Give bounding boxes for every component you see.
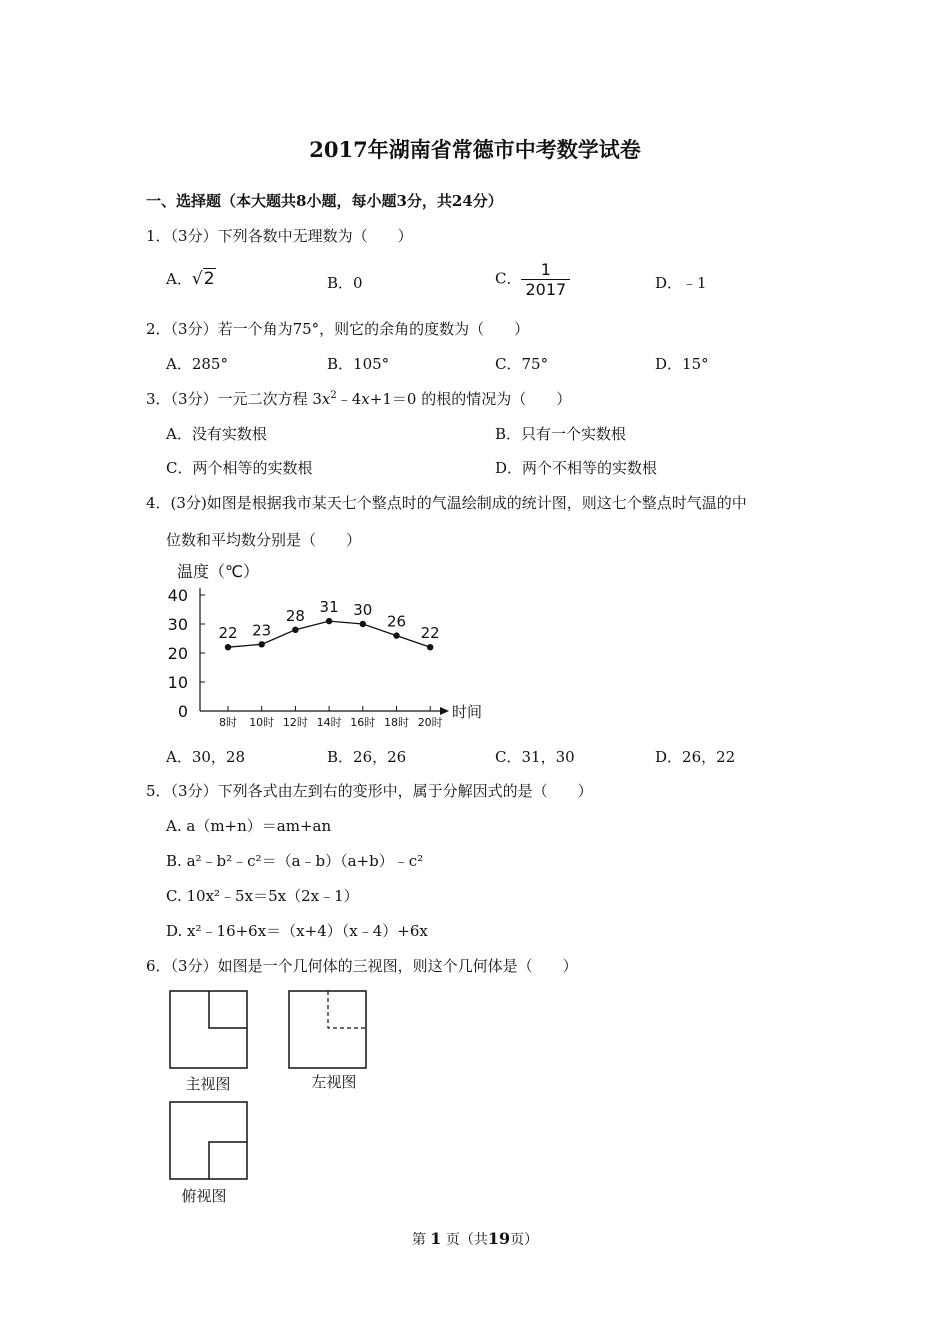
y-tick-label: 30: [167, 615, 188, 634]
q4-stem-line1: 4．(3分)如图是根据我市某天七个整点时的气温绘制成的统计图，则这七个整点时气温的中: [146, 494, 747, 512]
q2-option-d: D．15°: [655, 355, 709, 373]
fraction-numerator: 1: [521, 260, 570, 280]
footer-post: 页）: [510, 1232, 539, 1248]
q3-stem-pre: 3．（3分）一元二次方程 3: [146, 390, 322, 408]
q5-option-b: [166, 850, 423, 871]
q3-stem-mid: ﹣4: [336, 390, 362, 408]
left-view: [289, 991, 366, 1068]
q4-option-d: D．26，22: [655, 748, 736, 766]
top-view: [170, 1102, 247, 1179]
x-tick-label: 12时: [282, 716, 308, 729]
section-heading: 一、选择题（本大题共8小题，每小题3分，共24分）: [146, 192, 503, 210]
data-label: 28: [285, 606, 305, 625]
data-point: [326, 618, 332, 624]
q5-d-expr: x²﹣16+6x＝（x+4）（x﹣4）+6x: [187, 922, 428, 940]
q3-option-d: D．两个不相等的实数根: [495, 459, 658, 477]
q6-stem: 6．（3分）如图是一个几何体的三视图，则这个几何体是（ ）: [146, 957, 578, 975]
q5-d-label: D.: [166, 922, 183, 940]
data-point: [360, 621, 366, 627]
front-view: [170, 991, 247, 1068]
chart-xlabel: 时间: [452, 703, 483, 721]
q5-a-expr: a（m+n）＝am+an: [186, 817, 332, 835]
three-view-figure: [160, 985, 390, 1210]
footer-pre: 第: [411, 1232, 426, 1248]
page-total: 19: [487, 1229, 511, 1248]
q3-option-b: B．只有一个实数根: [495, 425, 627, 443]
q5-b-label: B.: [166, 852, 182, 870]
q5-c-label: C.: [166, 887, 182, 905]
data-label: 26: [386, 612, 407, 631]
data-label: 30: [353, 601, 373, 619]
q1-c-fraction: [521, 260, 570, 299]
q1-stem: 1．（3分）下列各数中无理数为（ ）: [146, 227, 413, 245]
data-label: 31: [319, 598, 339, 617]
q1-c-label: C．: [495, 269, 522, 288]
top-view-label: 俯视图: [181, 1187, 227, 1205]
sqrt-radicand: 2: [203, 269, 215, 289]
sqrt-symbol: √: [191, 269, 203, 289]
q5-c-expr: 10x²﹣5x＝5x（2x﹣1）: [186, 887, 359, 905]
x-tick-label: 8时: [219, 716, 237, 729]
q2-option-c: C．75°: [495, 355, 549, 373]
q2-stem: 2．（3分）若一个角为75°，则它的余角的度数为（ ）: [146, 320, 530, 338]
front-view-label: 主视图: [185, 1075, 231, 1093]
page-title: 2017年湖南省常德市中考数学试卷: [309, 137, 641, 162]
q2-option-b: B．105°: [327, 355, 390, 373]
footer-mid: 页（共: [445, 1232, 488, 1248]
y-tick-label: 20: [167, 644, 188, 663]
q5-b-expr: a²﹣b²﹣c²＝（a﹣b）（a+b）﹣c²: [186, 852, 424, 870]
q5-option-d: [166, 920, 428, 941]
q3-exponent: 2: [330, 390, 337, 401]
data-label: 23: [252, 621, 272, 640]
data-point: [292, 627, 298, 633]
data-point: [259, 641, 265, 647]
q4-option-c: C．31，30: [495, 748, 575, 766]
y-tick-label: 0: [177, 702, 188, 721]
y-tick-label: 40: [167, 586, 188, 605]
data-point: [427, 644, 433, 650]
q5-a-label: A.: [166, 817, 182, 835]
q4-stem-line2: 位数和平均数分别是（ ）: [166, 531, 362, 549]
page-footer: [0, 1229, 950, 1249]
fraction-denominator: 2017: [525, 280, 567, 299]
q2-option-a: A．285°: [166, 355, 228, 373]
q1-a-label: A．: [166, 270, 192, 288]
q1-option-a: [166, 268, 216, 289]
q4-option-a: A．30，28: [166, 748, 246, 766]
y-tick-label: 10: [167, 673, 188, 692]
temperature-line-chart: [165, 555, 495, 735]
x-tick-label: 18时: [384, 716, 409, 729]
q4-option-b: B．26，26: [327, 748, 407, 766]
q1-option-b: B．0: [327, 274, 363, 292]
q3-var-x2: x: [361, 390, 370, 408]
x-tick-label: 10时: [249, 716, 275, 729]
q5-option-a: [166, 815, 331, 836]
page-number: 1: [430, 1229, 442, 1248]
data-point: [393, 632, 399, 638]
data-label: 22: [420, 624, 440, 643]
q1-option-d: D．﹣1: [655, 274, 707, 292]
q3-option-a: A．没有实数根: [166, 425, 267, 443]
left-view-label: 左视图: [311, 1073, 357, 1091]
q3-option-c: C．两个相等的实数根: [166, 459, 313, 477]
q5-stem: 5．（3分）下列各式由左到右的变形中，属于分解因式的是（ ）: [146, 782, 593, 800]
data-point: [225, 644, 231, 650]
x-tick-label: 14时: [316, 716, 342, 729]
x-axis-arrow: [440, 707, 449, 715]
data-label: 22: [218, 624, 238, 643]
q3-stem: [146, 388, 571, 409]
q5-option-c: [166, 885, 359, 906]
q1-option-c: [495, 260, 570, 299]
q3-stem-post: +1＝0 的根的情况为（ ）: [369, 390, 572, 408]
q3-var-x: x: [321, 390, 331, 408]
q1-a-sqrt: [192, 268, 216, 289]
x-tick-label: 20时: [417, 716, 443, 729]
chart-ylabel: 温度（℃）: [177, 562, 259, 581]
x-tick-label: 16时: [350, 716, 376, 729]
